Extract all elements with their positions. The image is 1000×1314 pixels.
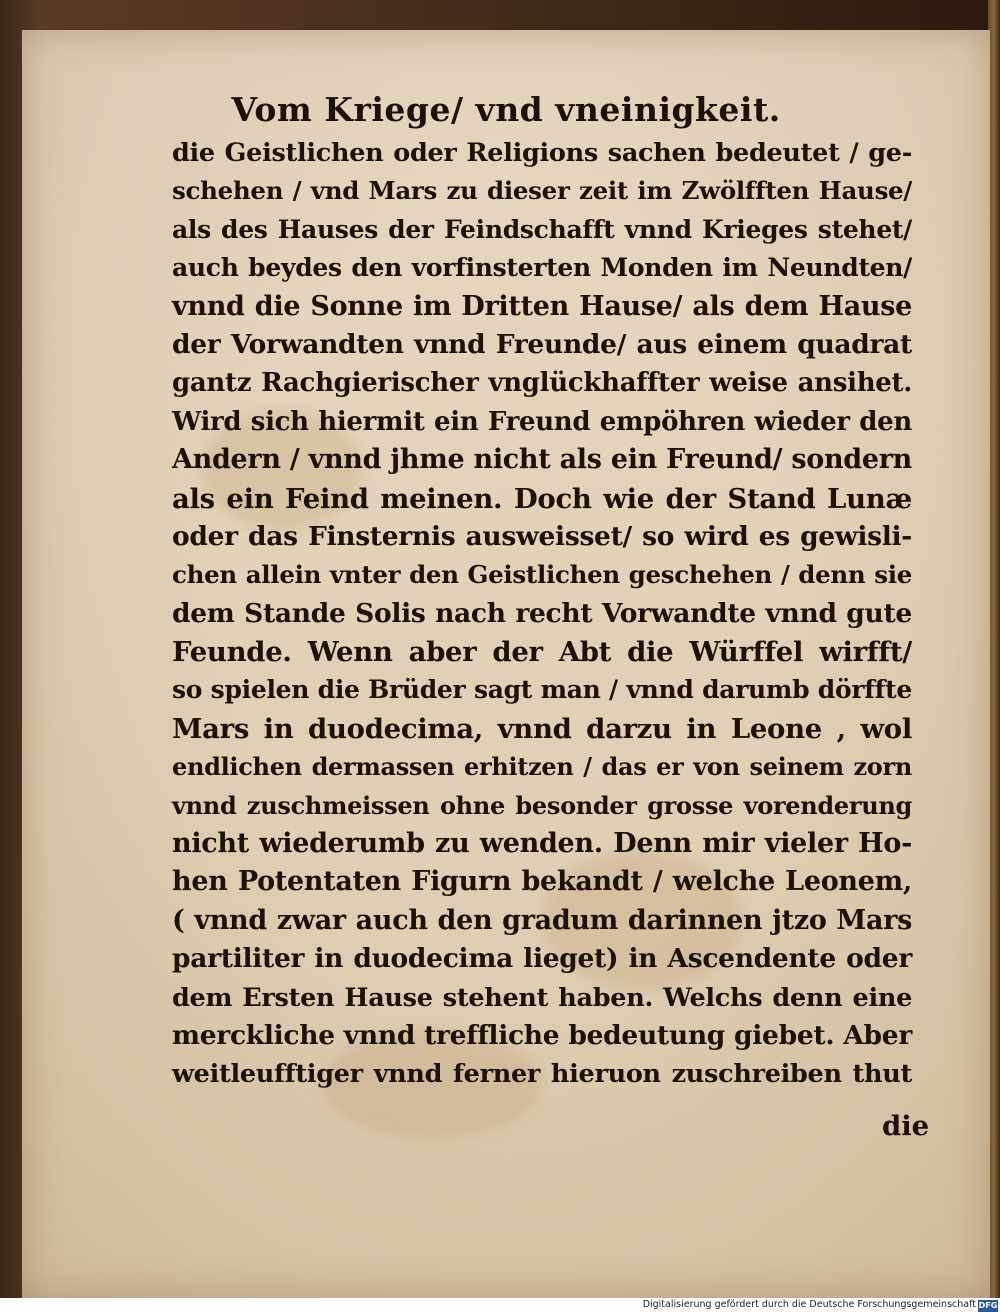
body-text [172,134,912,1094]
text-line: dem Ersten Hause stehent haben. Welchs denn eine [172,982,912,1013]
text-line: hen Potentaten Figurn bekandt / welche Leonem, [172,866,912,898]
text-line: Mars in duodecima, vnnd darzu in Leone , wol [172,712,912,745]
text-line: so spielen die Brüder sagt man / vnnd darumb dörffte [172,675,912,705]
text-line: endlichen dermassen erhitzen / das er von seinem zorn [172,752,912,782]
text-line: dem Stande Solis nach recht Vorwandte vnnd gute [172,597,912,629]
text-line: partiliter in duodecima lieget) in Ascendente oder [172,943,912,975]
text-line: Andern / vnnd jhme nicht als ein Freund/ sondern [172,444,912,476]
catchword: die [882,1110,930,1142]
text-line: Feunde. Wenn aber der Abt die Würffel wirfft/ [172,636,912,669]
text-line: der Vorwandten vnnd Freunde/ aus einem quadrat [172,328,912,360]
scanned-page [22,30,990,1298]
text-line: als ein Feind meinen. Doch wie der Stand Lunæ [172,482,912,515]
text-line: chen allein vnter den Geistlichen geschehen / denn sie [172,560,912,590]
text-line: merckliche vnnd treffliche bedeutung giebet. Aber [172,1019,912,1051]
text-line: Wird sich hiermit ein Freund empöhren wieder den [172,406,912,437]
text-line: vnnd die Sonne im Dritten Hause/ als dem Hause [172,290,912,322]
text-line: schehen / vnd Mars zu dieser zeit im Zwölfften Hause/ [172,176,912,206]
text-line: weitleufftiger vnnd ferner hieruon zuschreiben thut [172,1059,912,1090]
running-header: Vom Kriege/ vnd vneinigkeit. [231,90,781,129]
digitization-credit: Digitalisierung gefördert durch die Deutsche Forschungsgemeinschaft [642,1299,976,1310]
text-line: oder das Finsternis ausweisset/ so wird es gewisli- [172,520,912,552]
text-line: auch beydes den vorfinsterten Monden im Neundten/ [172,253,912,283]
text-line: gantz Rachgierischer vnglückhaffter weise ansihet. [172,368,912,399]
dfg-logo: DFG [978,1301,998,1310]
text-line: als des Hauses der Feindschafft vnnd Krieges stehet/ [172,214,912,244]
text-line: nicht wiederumb zu wenden. Denn mir vieler Ho- [172,828,912,860]
text-line: vnnd zuschmeissen ohne besonder grosse vorenderung [172,790,912,820]
text-line: ( vnnd zwar auch den gradum darinnen jtzo Mars [172,904,912,936]
text-line: die Geistlichen oder Religions sachen bedeutet / ge- [172,138,912,168]
